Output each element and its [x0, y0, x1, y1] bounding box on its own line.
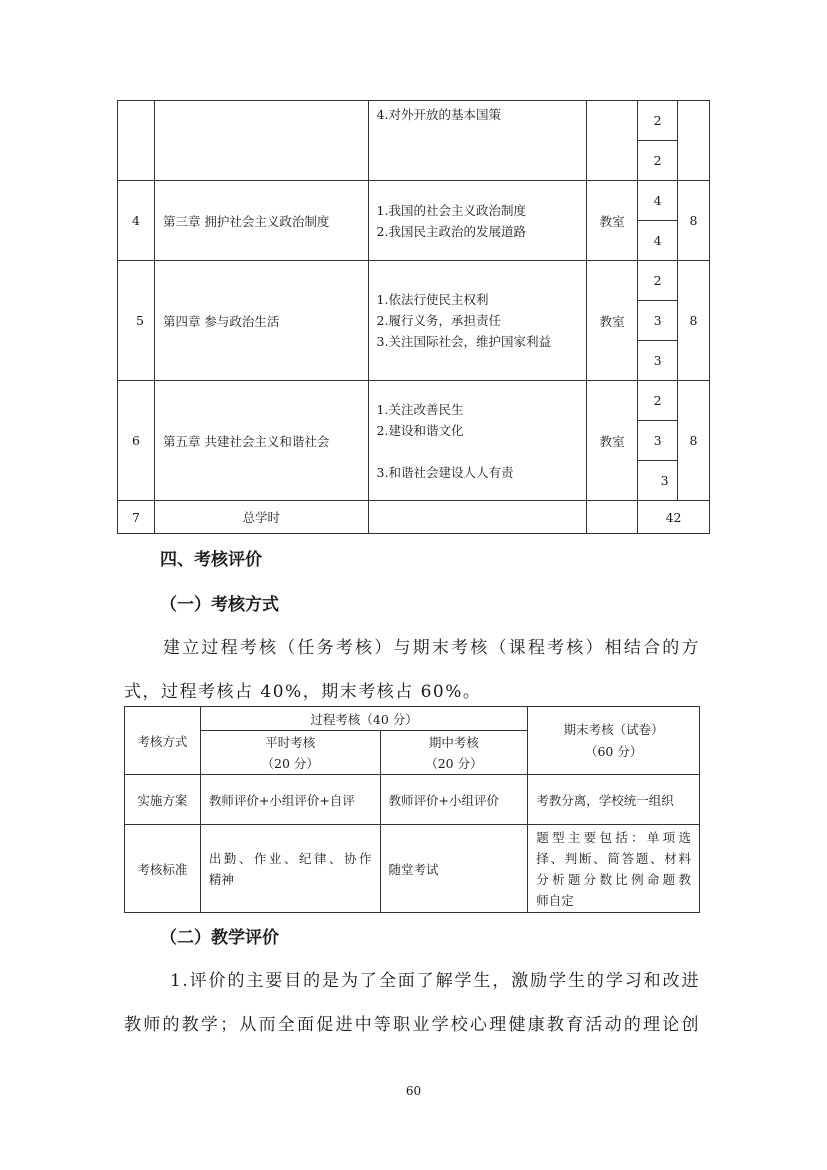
place-cell — [587, 501, 638, 534]
plan-label-cell: 实施方案 — [125, 775, 201, 825]
schedule-table — [117, 100, 710, 534]
standard-midterm-cell: 随堂考试 — [380, 825, 528, 913]
hours-cell: 2 — [638, 261, 678, 301]
row-number-cell: 4 — [118, 181, 155, 261]
content-cell: 1.我国的社会主义政治制度 2.我国民主政治的发展道路 — [368, 181, 587, 261]
place-cell: 教室 — [587, 181, 638, 261]
content-cell: 1.关注改善民生 2.建设和谐文化 3.和谐社会建设人人有责 — [368, 381, 587, 501]
table-row — [125, 775, 700, 825]
total-cell: 8 — [678, 381, 710, 501]
table-row — [125, 825, 700, 913]
content-cell: 4.对外开放的基本国策 — [368, 101, 587, 181]
row-number-cell: 7 — [118, 501, 155, 534]
section4-title: 四、考核评价 — [160, 550, 262, 570]
chapter-cell: 第四章 参与政治生活 — [154, 261, 368, 381]
process-header-cell: 过程考核（40 分） — [200, 707, 527, 731]
sub1-title: （一）考核方式 — [160, 595, 279, 615]
plan-regular-cell: 教师评价+小组评价+自评 — [200, 775, 380, 825]
hours-cell: 4 — [638, 221, 678, 261]
total-hours-cell: 42 — [638, 501, 710, 534]
row-number-cell — [118, 101, 155, 181]
assessment-table — [124, 706, 700, 913]
table-row — [118, 501, 710, 534]
place-cell: 教室 — [587, 381, 638, 501]
para2-line2: 教师的教学；从而全面促进中等职业学校心理健康教育活动的理论创 — [124, 1015, 700, 1035]
table-row — [118, 101, 710, 141]
hours-cell: 3 — [638, 421, 678, 461]
method-header-cell: 考核方式 — [125, 707, 201, 775]
content-cell: 1.依法行使民主权利 2.履行义务，承担责任 3.关注国际社会，维护国家利益 — [368, 261, 587, 381]
total-cell: 8 — [678, 181, 710, 261]
table-row — [118, 381, 710, 421]
hours-cell: 3 — [638, 301, 678, 341]
content-cell — [368, 501, 587, 534]
table-row — [118, 181, 710, 221]
total-cell — [678, 101, 710, 181]
standard-label-cell: 考核标准 — [125, 825, 201, 913]
chapter-cell: 第三章 拥护社会主义政治制度 — [154, 181, 368, 261]
hours-cell: 2 — [638, 101, 678, 141]
hours-cell: 4 — [638, 181, 678, 221]
hours-cell: 3 — [638, 461, 678, 501]
para2-line1: 1.评价的主要目的是为了全面了解学生，激励学生的学习和改进 — [170, 971, 700, 991]
para1-line1: 建立过程考核（任务考核）与期末考核（课程考核）相结合的方 — [163, 638, 700, 658]
regular-header-cell: 平时考核 （20 分） — [200, 731, 380, 775]
place-cell — [587, 101, 638, 181]
plan-midterm-cell: 教师评价+小组评价 — [380, 775, 528, 825]
final-header-cell: 期末考核（试卷） （60 分） — [528, 707, 700, 775]
hours-cell: 2 — [638, 141, 678, 181]
sub2-title: （二）教学评价 — [160, 928, 279, 948]
chapter-cell — [154, 101, 368, 181]
chapter-cell: 第五章 共建社会主义和谐社会 — [154, 381, 368, 501]
total-cell: 8 — [678, 261, 710, 381]
plan-final-cell: 考教分离，学校统一组织 — [528, 775, 700, 825]
para1-line2: 式，过程考核占 40%，期末考核占 60%。 — [124, 682, 482, 702]
table-row — [118, 261, 710, 301]
table-row — [125, 707, 700, 731]
page-number: 60 — [405, 1084, 422, 1098]
row-number-cell: 6 — [118, 381, 155, 501]
hours-cell: 2 — [638, 381, 678, 421]
standard-regular-cell: 出勤、作业、纪律、协作 精神 — [200, 825, 380, 913]
place-cell: 教室 — [587, 261, 638, 381]
midterm-header-cell: 期中考核 （20 分） — [380, 731, 528, 775]
hours-cell: 3 — [638, 341, 678, 381]
row-number-cell: 5 — [118, 261, 155, 381]
standard-final-cell: 题型主要包括：单项选 择、判断、简答题、材料 分析题分数比例命题教 师自定 — [528, 825, 700, 913]
total-label-cell: 总学时 — [154, 501, 368, 534]
